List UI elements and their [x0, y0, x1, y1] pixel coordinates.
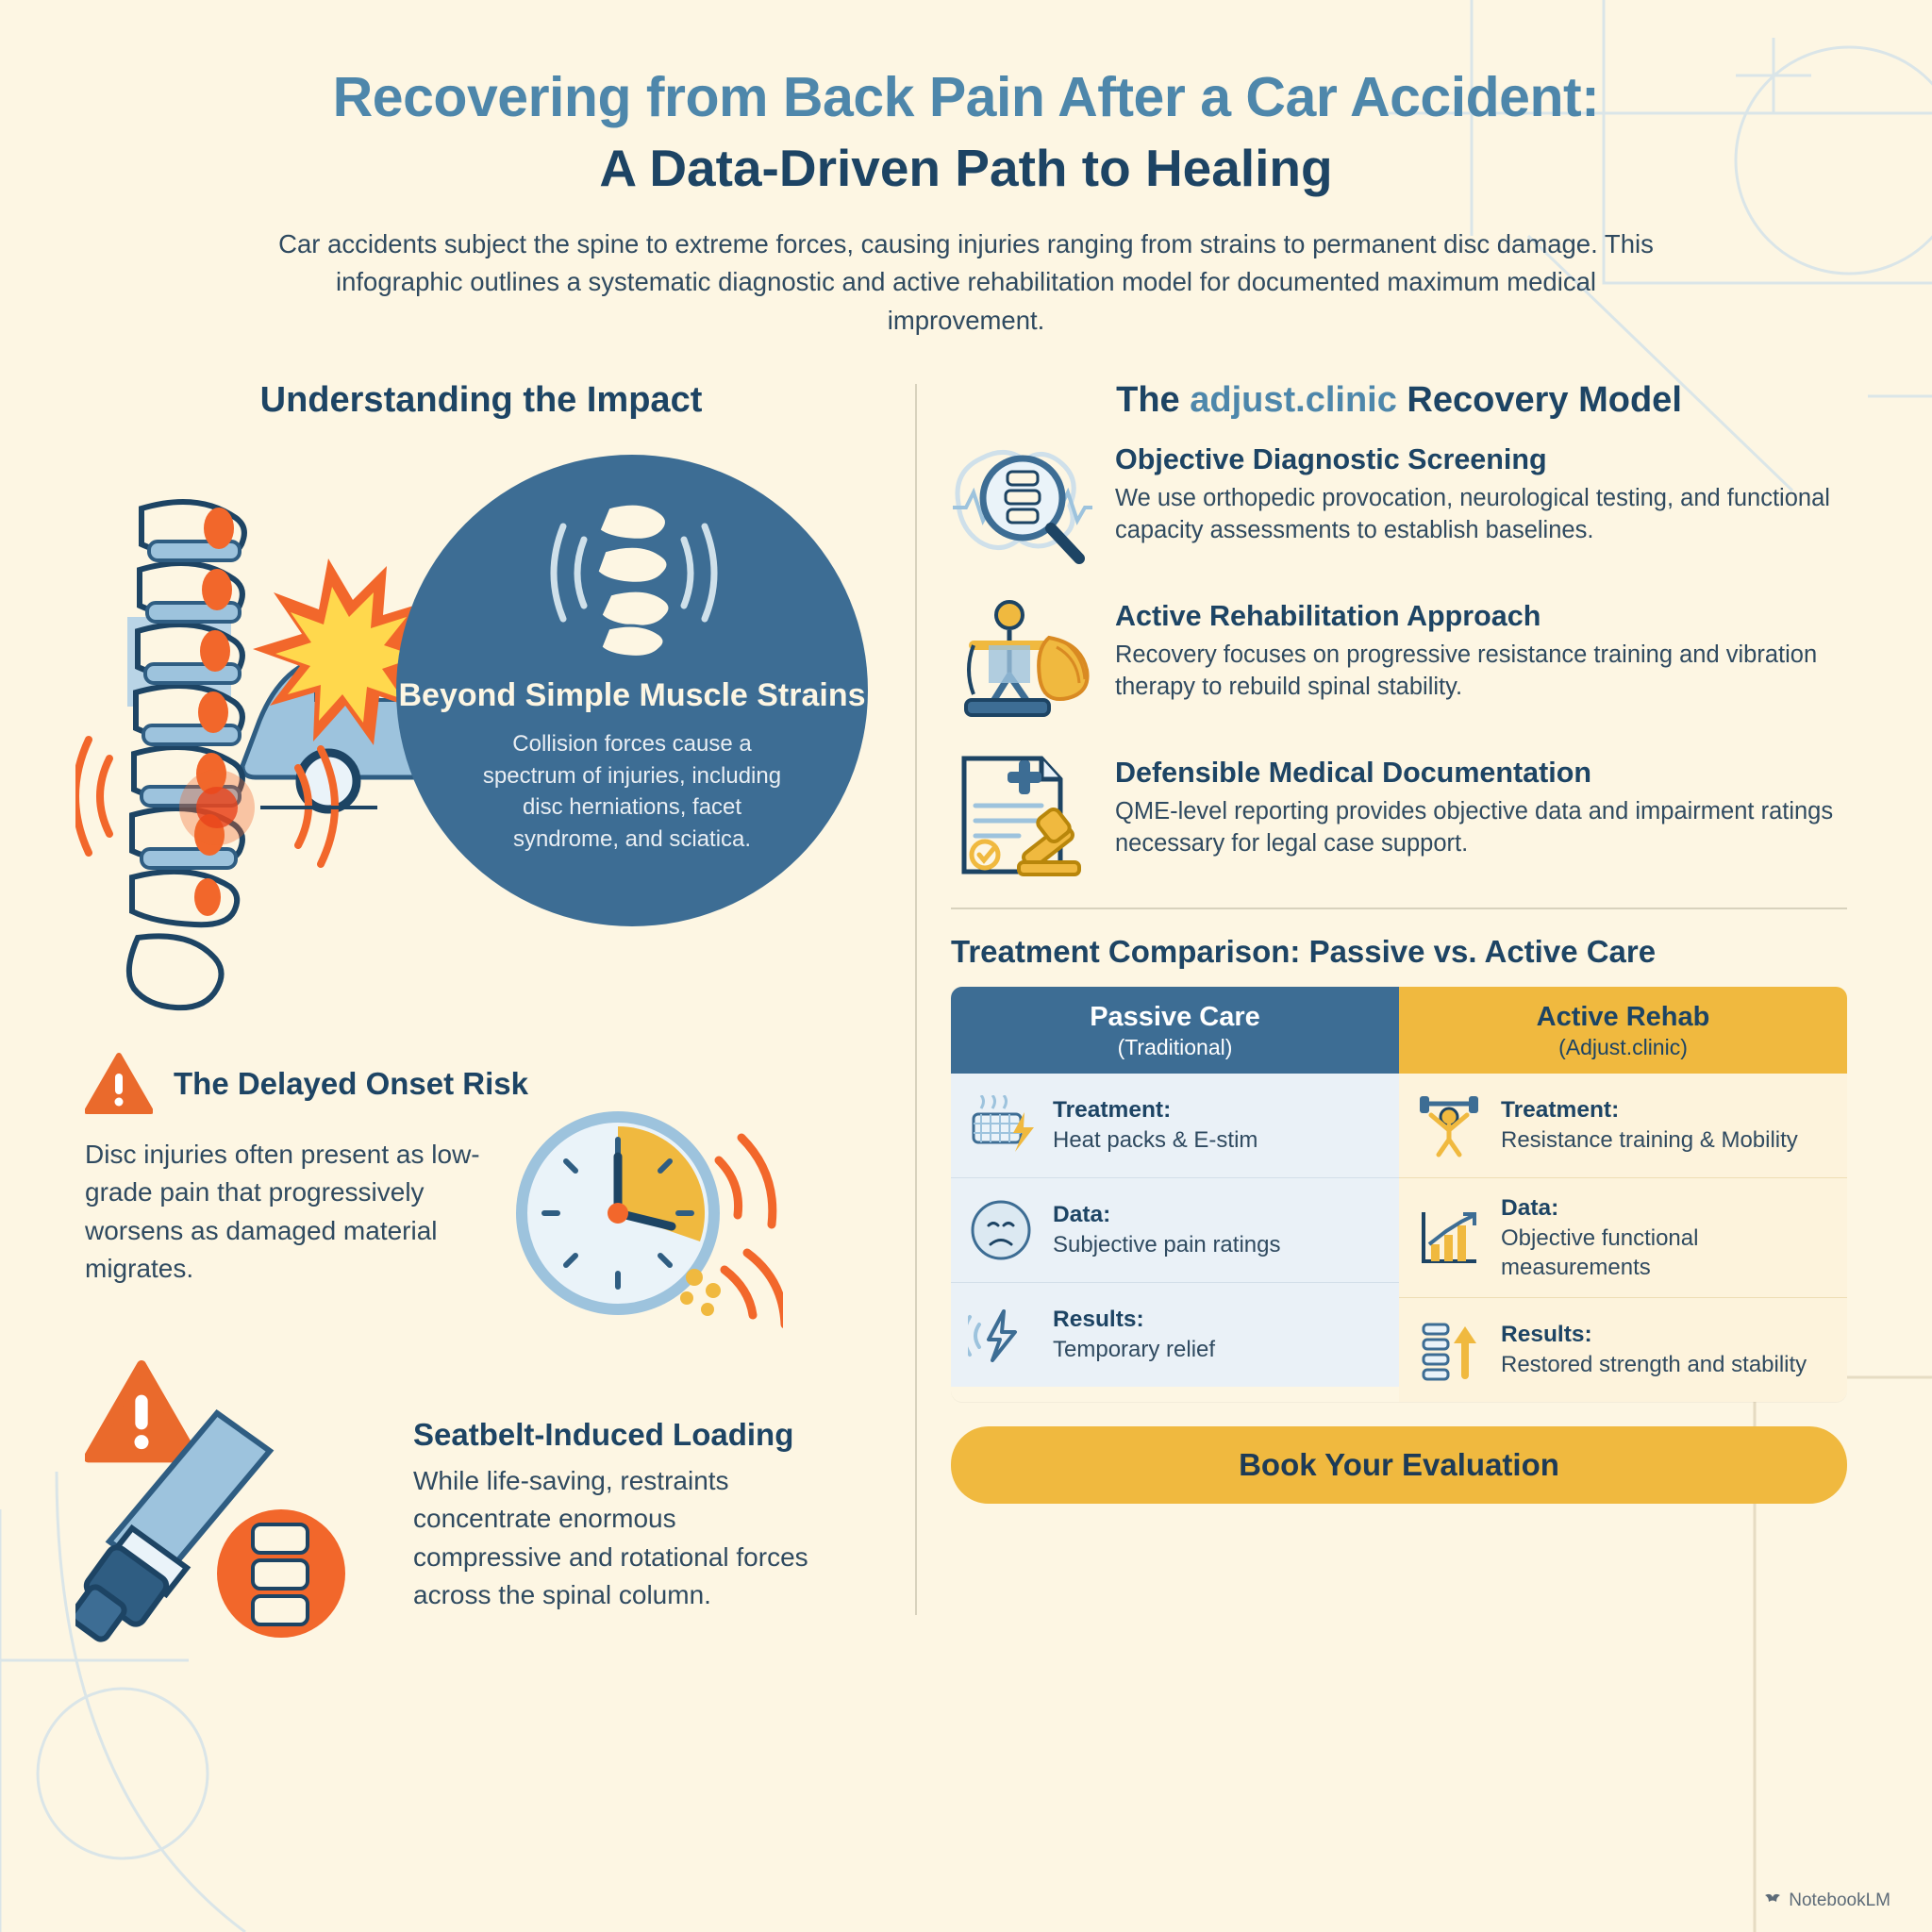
bar-chart-icon	[1412, 1201, 1486, 1274]
comparison-column-active	[1399, 987, 1847, 1402]
passive-row-treatment	[951, 1074, 1399, 1178]
notebooklm-logo-icon	[1762, 1891, 1781, 1910]
passive-label-2: Results:	[1053, 1307, 1144, 1333]
left-column-heading: Understanding the Impact	[259, 379, 703, 420]
delayed-onset-block	[85, 1053, 877, 1364]
passive-label-0: Treatment:	[1053, 1097, 1172, 1124]
active-row-treatment	[1399, 1074, 1847, 1178]
active-row-data	[1399, 1178, 1847, 1298]
passive-value-0: Heat packs & E-stim	[1053, 1126, 1258, 1153]
seatbelt-block	[85, 1370, 877, 1615]
active-value-1: Objective functional measurements	[1501, 1224, 1699, 1280]
spine-waves-icon	[542, 498, 722, 658]
passive-value-2: Temporary relief	[1053, 1336, 1216, 1362]
delayed-onset-title: The Delayed Onset Risk	[174, 1065, 528, 1101]
page-title-line-1: Recovering from Back Pain After a Car Accident:	[332, 66, 1600, 128]
left-column	[85, 380, 915, 1615]
spine-up-arrow-icon	[1412, 1313, 1486, 1387]
column-divider	[915, 384, 917, 1615]
active-header-title: Active Rehab	[1536, 1001, 1710, 1032]
passive-row-results	[951, 1283, 1399, 1387]
active-row-results	[1399, 1298, 1847, 1402]
passive-label-1: Data:	[1053, 1202, 1111, 1228]
section-divider	[951, 908, 1847, 909]
brand-name: adjust.clinic	[1190, 379, 1397, 420]
hero-body: Collision forces cause a spectrum of injuries, including disc herniations, facet syndrome, and sciatica.	[482, 731, 782, 852]
right-column-heading	[951, 380, 1847, 421]
model-text-1: Recovery focuses on progressive resistance training and vibration therapy to rebuild spinal stability.	[1115, 641, 1818, 701]
heat-pack-icon	[964, 1089, 1038, 1162]
model-text-2: QME-level reporting provides objective data and impairment ratings necessary for legal case support.	[1115, 797, 1834, 858]
comparison-table	[951, 987, 1847, 1402]
comparison-column-passive	[951, 987, 1399, 1402]
model-item-documentation	[951, 751, 1847, 883]
hero-title: Beyond Simple Muscle Strains	[398, 676, 866, 713]
warning-triangle-icon	[85, 1053, 153, 1115]
clock-illustration	[500, 1102, 783, 1338]
magnifier-brain-icon	[951, 438, 1092, 570]
footer-brand-label: NotebookLM	[1789, 1890, 1890, 1910]
comparison-title: Treatment Comparison: Passive vs. Active Care	[951, 933, 1657, 969]
model-text-0: We use orthopedic provocation, neurological testing, and functional capacity assessments to establish baselines.	[1115, 484, 1830, 544]
footer-attribution	[1762, 1890, 1890, 1911]
right-column	[941, 380, 1847, 1615]
book-evaluation-button[interactable]: Book Your Evaluation	[951, 1426, 1847, 1504]
active-header	[1399, 987, 1847, 1074]
passive-header	[951, 987, 1399, 1074]
active-value-2: Restored strength and stability	[1501, 1352, 1807, 1378]
right-heading-post: Recovery Model	[1396, 379, 1682, 420]
active-label-2: Results:	[1501, 1322, 1592, 1348]
rehab-exercise-icon	[951, 594, 1092, 726]
model-title-2: Defensible Medical Documentation	[1115, 756, 1592, 789]
hero-circle-callout	[396, 455, 868, 926]
passive-header-sub: (Traditional)	[1117, 1034, 1233, 1059]
lightning-icon	[964, 1298, 1038, 1372]
impact-hero	[85, 438, 877, 1041]
page-title-line-2: A Data-Driven Path to Healing	[599, 138, 1333, 197]
active-label-1: Data:	[1501, 1194, 1559, 1221]
medical-report-gavel-icon	[951, 751, 1092, 883]
model-title-0: Objective Diagnostic Screening	[1115, 442, 1547, 475]
content-columns	[85, 380, 1847, 1615]
passive-row-data	[951, 1178, 1399, 1283]
model-title-1: Active Rehabilitation Approach	[1115, 599, 1541, 632]
page-header	[85, 66, 1847, 341]
right-heading-pre: The	[1116, 379, 1191, 420]
active-value-0: Resistance training & Mobility	[1501, 1126, 1798, 1153]
model-item-rehab	[951, 594, 1847, 726]
seatbelt-title: Seatbelt-Induced Loading	[413, 1416, 794, 1452]
page-subtitle: Car accidents subject the spine to extreme forces, causing injuries ranging from strains to permanent disc damage. This infographic outlines a systematic diagnostic and active rehabilitation model for documented maximum medical improvement.	[278, 228, 1654, 335]
active-header-sub: (Adjust.clinic)	[1558, 1034, 1688, 1059]
delayed-onset-text: Disc injuries often present as low-grade pain that progressively worsens as damaged material migrates.	[85, 1139, 480, 1284]
weightlifter-icon	[1412, 1089, 1486, 1162]
model-item-diagnostic	[951, 438, 1847, 570]
sad-face-icon	[964, 1193, 1038, 1267]
passive-value-1: Subjective pain ratings	[1053, 1231, 1281, 1257]
active-label-0: Treatment:	[1501, 1097, 1620, 1124]
seatbelt-text: While life-saving, restraints concentrate enormous compressive and rotational forces across the spinal column.	[413, 1465, 808, 1610]
seatbelt-illustration	[75, 1407, 387, 1653]
passive-header-title: Passive Care	[1090, 1001, 1260, 1032]
